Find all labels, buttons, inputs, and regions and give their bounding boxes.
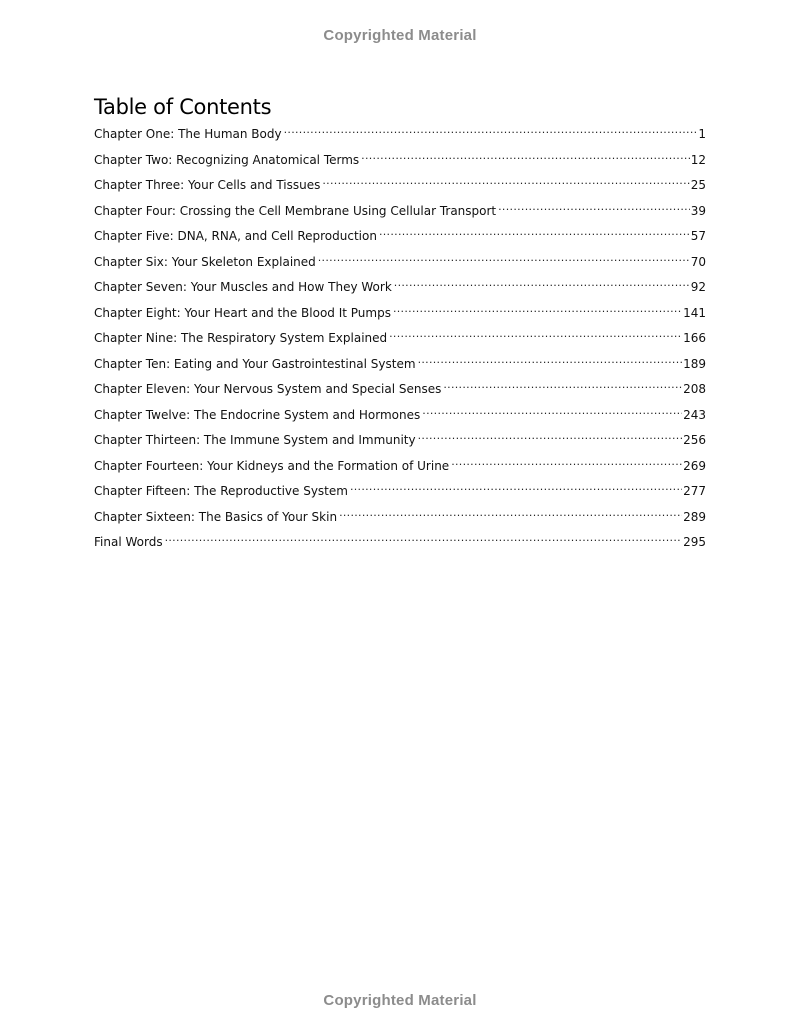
copyright-watermark-top: Copyrighted Material (323, 27, 477, 44)
dot-leader (418, 432, 682, 444)
dot-leader (451, 458, 682, 470)
toc-entry-label: Chapter Sixteen: The Basics of Your Skin (94, 509, 338, 524)
toc-entry-label: Chapter Fifteen: The Reproductive System (94, 484, 348, 498)
toc-entry[interactable] (94, 152, 706, 178)
toc-entry-label: Chapter Eleven: Your Nervous System and Special Senses (94, 382, 442, 396)
toc-entry-page: 295 (683, 535, 706, 549)
toc-entry[interactable] (94, 279, 706, 305)
toc-entry-page: 208 (683, 382, 706, 396)
toc-entry-page: 166 (683, 331, 706, 345)
toc-entry-label: Chapter Seven: Your Muscles and How They Work (94, 280, 392, 294)
toc-entry[interactable] (94, 126, 706, 152)
toc-entry-label: Chapter Five: DNA, RNA, and Cell Reproduction (94, 229, 377, 243)
dot-leader (379, 228, 690, 240)
dot-leader (394, 279, 690, 291)
toc-entry-page: 269 (683, 458, 706, 473)
toc-entry[interactable] (94, 381, 706, 407)
toc-entry[interactable] (94, 254, 706, 280)
dot-leader (322, 177, 689, 189)
toc-entry[interactable] (94, 509, 706, 535)
toc-entry-page: 243 (683, 407, 706, 422)
dot-leader (361, 152, 690, 164)
toc-entry[interactable] (94, 483, 706, 509)
dot-leader (393, 305, 682, 317)
dot-leader (422, 407, 682, 419)
toc-entry[interactable] (94, 330, 706, 356)
toc-entry-label: Chapter Nine: The Respiratory System Explained (94, 331, 388, 345)
toc-entry-label: Chapter One: The Human Body (94, 127, 282, 141)
toc-entry-page: 1 (698, 127, 706, 141)
toc-entry[interactable] (94, 534, 706, 560)
dot-leader (350, 483, 682, 495)
toc-entry-label: Chapter Three: Your Cells and Tissues (94, 178, 321, 192)
toc-list (94, 126, 706, 560)
toc-entry-page: 189 (683, 356, 706, 371)
dot-leader (418, 356, 683, 368)
dot-leader (165, 534, 683, 546)
toc-entry[interactable] (94, 407, 706, 433)
copyright-watermark-bottom: Copyrighted Material (323, 992, 477, 1009)
toc-entry-page: 12 (690, 152, 706, 167)
toc-entry-label: Chapter Ten: Eating and Your Gastrointestinal System (94, 356, 416, 371)
toc-entry-label: Chapter Six: Your Skeleton Explained (94, 254, 316, 269)
toc-entry[interactable] (94, 458, 706, 484)
toc-entry-page: 39 (690, 203, 706, 218)
dot-leader (318, 254, 690, 266)
dot-leader (389, 330, 682, 342)
toc-entry-page: 92 (690, 280, 706, 294)
toc-entry[interactable] (94, 305, 706, 331)
toc-entry-page: 57 (690, 229, 706, 243)
toc-entry-page: 141 (683, 305, 706, 320)
toc-entry-page: 256 (683, 433, 706, 447)
toc-entry-page: 70 (690, 254, 706, 269)
toc-entry-label: Final Words (94, 535, 163, 549)
toc-entry-page: 289 (683, 509, 706, 524)
dot-leader (339, 509, 682, 521)
toc-entry-label: Chapter Eight: Your Heart and the Blood It Pumps (94, 305, 391, 320)
toc-entry[interactable] (94, 228, 706, 254)
toc-entry[interactable] (94, 177, 706, 203)
toc-entry[interactable] (94, 432, 706, 458)
toc-entry-label: Chapter Twelve: The Endocrine System and Hormones (94, 407, 421, 422)
toc-title: Table of Contents (94, 95, 272, 119)
toc-entry-label: Chapter Fourteen: Your Kidneys and the Formation of Urine (94, 458, 450, 473)
dot-leader (284, 126, 698, 138)
toc-entry-label: Chapter Four: Crossing the Cell Membrane Using Cellular Transport (94, 203, 497, 218)
toc-entry-page: 277 (683, 484, 706, 498)
toc-entry-label: Chapter Two: Recognizing Anatomical Terms (94, 152, 360, 167)
toc-entry-page: 25 (690, 178, 706, 192)
toc-entry[interactable] (94, 203, 706, 229)
toc-entry[interactable] (94, 356, 706, 382)
toc-entry-label: Chapter Thirteen: The Immune System and Immunity (94, 433, 416, 447)
dot-leader (443, 381, 682, 393)
dot-leader (498, 203, 690, 215)
